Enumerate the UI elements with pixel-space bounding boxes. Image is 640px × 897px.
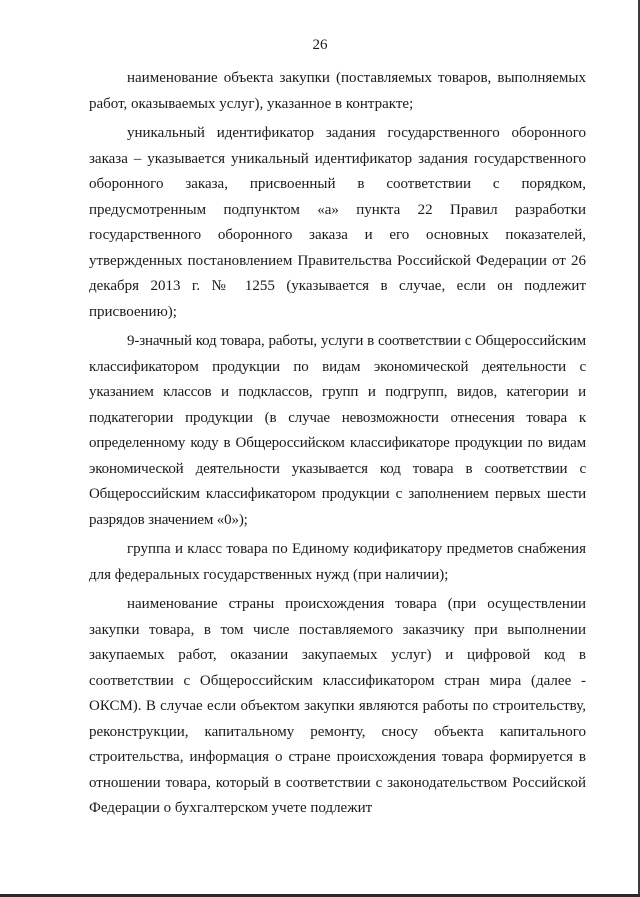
paragraph-procurement-object-name: наименование объекта закупки (поставляемых товаров, выполняемых работ, оказываемых услуг), указанное в контракте; [89,70,586,112]
paragraph-country-of-origin: наименование страны происхождения товара (при осуществлении закупки товара, в том числе поставляемого заказчику при выполнении закупаемых работ, оказании закупаемых услуг) и цифровой код в соответствии с Общероссийским классификатором стран мира (далее - ОКСМ). В случае если объектом закупки являются работы по строительству, реконструкции, капитальному ремонту, сносу объекта капитального строительства, информация о стране происхождения товара формируется в отношении товара, который в соответствии с законодательством Российской Федерации о бухгалтерском учете подлежит [89,596,586,816]
page-number: 26 [312,37,328,53]
document-body [89,66,586,826]
paragraph-product-code: 9-значный код товара, работы, услуги в соответствии с Общероссийским классификатором продукции по видам экономической деятельности с указанием классов и подклассов, групп и подгрупп, видов, категории и подкатегории продукции (в случае невозможности отнесения товара к определенному коду в Общероссийском классификаторе продукции по видам экономической деятельности указывается код товара в соответствии с Общероссийским классификатором продукции с заполнением первых шести разрядов значением «0»); [89,333,586,528]
paragraph-defense-order-identifier: уникальный идентификатор задания государственного оборонного заказа – указывается уникальный идентификатор задания государственного оборонного заказа, присвоенный в соответствии с порядком, предусмотренным подпунктом «а» пункта 22 Правил разработки государственного оборонного заказа и его основных показателей, утвержденных постановлением Правительства Российской Федерации от 26 декабря 2013 г. № 1255 (указывается в случае, если он подлежит присвоению); [89,125,586,320]
paragraph-supply-codifier-group: группа и класс товара по Единому кодификатору предметов снабжения для федеральных государственных нужд (при наличии); [89,541,586,583]
